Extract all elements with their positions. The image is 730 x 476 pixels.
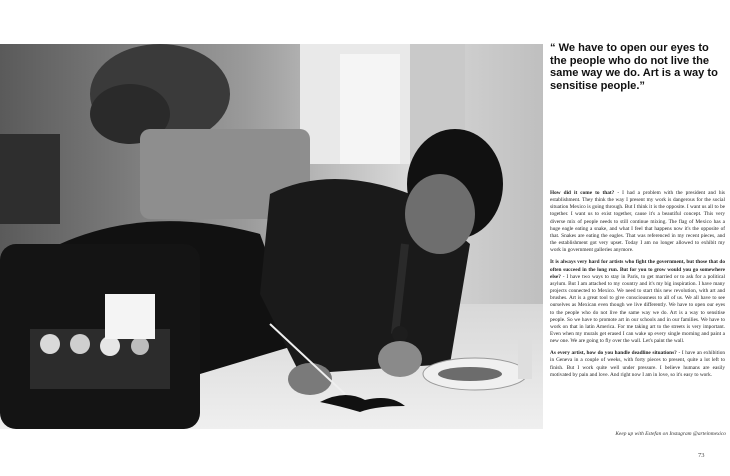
interview-answer: - I had a problem with the president and his establishment. They think the way I present my work is dangerous for the social situation Mexico is going through. But I think it is the opposite. I want us all to be together. I want us to exist together, cause it's a beautiful concept. This very diverse mix of people needs to still continue mixing. The flag of Mexico has a huge eagle eating a snake, and what I feel that happens now it's the opposite of that. Snakes are eating the eagles. That was referenced in my recent pieces, and the establishment got very upset. Today I am no longer allowed to exhibit my work in government galleries anymore. — [550, 190, 725, 254]
interview-question: It is always very hard for artists who fight the government, but those that do often succeed in the long run. But for you to grow would you go somewhere else? — [550, 259, 725, 280]
photo-credit: Keep up with Estefan on Instagram @arteinmexico — [615, 431, 726, 437]
photo-artist-painting-icon — [0, 44, 543, 429]
interview-question: As every artist, how do you handle deadline situations? — [550, 350, 677, 357]
interview-question: How did it come to that? — [550, 190, 615, 196]
interview-text — [550, 190, 725, 384]
interview-answer: - I have two ways to stay in Paris, to get married or to ask for a political asylum. But I am attached to my country and it's my big inspiration. I have many projects connected to Mexico. We need to start this new revolution, with art and brushes. Art is a great tool to give consciousness to all of us. We all have to see ourselves as Mexican even though we live differently. We have to open our eyes to the people who do not live the same way we do. Art is a way to sensitise people. So we have to promote art in our schools and in our families. We have to work on that in latin America. For me taking art to the streets is very important. Even when my murals get erased I can wake up every single morning and paint a new one. We are going to fly over the wall. Let's paint the wall. — [550, 273, 725, 345]
page-number: 73 — [698, 452, 705, 459]
pull-quote: “ We have to open our eyes to the people who do not live the same way we do. Art is a way to sensitise people.” — [550, 42, 718, 92]
interview-paragraph — [550, 350, 725, 379]
interview-paragraph — [550, 190, 725, 254]
interview-answer: - I have an exhibition in Geneva in a couple of weeks, with forty pieces to present, quite a lot left to finish. But I work quite well under pressure. I believe humans are easily motivated by pain and love. And right now I am in love, so it's easy to work. — [550, 350, 725, 378]
interview-paragraph — [550, 259, 725, 345]
artist-photo — [0, 44, 543, 429]
